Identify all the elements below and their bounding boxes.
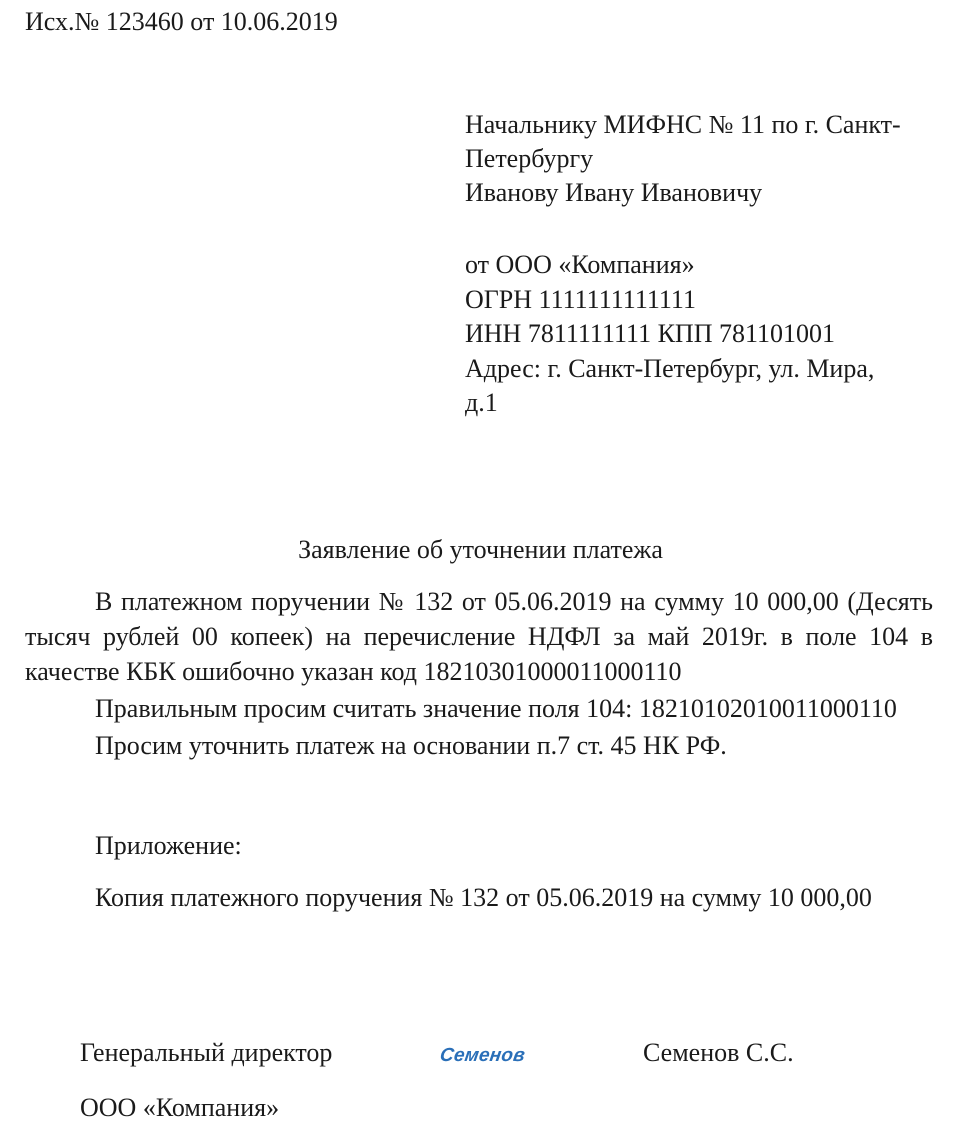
- request-line: Просим уточнить платеж на основании п.7 ст. 45 НК РФ.: [95, 731, 727, 760]
- sender-company: от ООО «Компания»: [465, 250, 695, 279]
- recipient-name: Иванову Ивану Ивановичу: [465, 178, 763, 207]
- sender-address: Адрес: г. Санкт-Петербург, ул. Мира,: [465, 353, 875, 383]
- sender-address-cont: д.1: [465, 388, 498, 417]
- handwritten-signature: Семенов: [438, 1045, 527, 1066]
- recipient-line: Петербургу: [465, 144, 594, 173]
- correct-value-line: Правильным просим считать значение поля 104: 18210102010011000110: [95, 694, 897, 723]
- recipient-block: [465, 108, 935, 421]
- body-paragraph: В платежном поручении № 132 от 05.06.2019 на сумму 10 000,00 (Десять тысяч рублей 00 копеек) на перечисление НДФЛ за май 2019г. в поле 104 в качестве КБК ошибочно указан код 18210301000011000110: [25, 587, 933, 686]
- attachment-label: Приложение:: [95, 831, 242, 860]
- outgoing-reference: Исх.№ 123460 от 10.06.2019: [25, 7, 338, 36]
- sender-block: [465, 248, 935, 421]
- sender-ogrn: ОГРН 1111111111111: [465, 284, 696, 314]
- recipient-line: Начальнику МИФНС № 11 по г. Санкт-: [465, 110, 901, 139]
- sender-inn-kpp: ИНН 7811111111 КПП 781101001: [465, 319, 836, 348]
- document-title: Заявление об уточнении платежа: [298, 535, 663, 564]
- signer-position: Генеральный директор: [80, 1038, 333, 1067]
- signer-name: Семенов С.С.: [643, 1038, 794, 1067]
- signer-company: ООО «Компания»: [80, 1093, 280, 1122]
- attachment-item: Копия платежного поручения № 132 от 05.06.2019 на сумму 10 000,00: [95, 883, 872, 912]
